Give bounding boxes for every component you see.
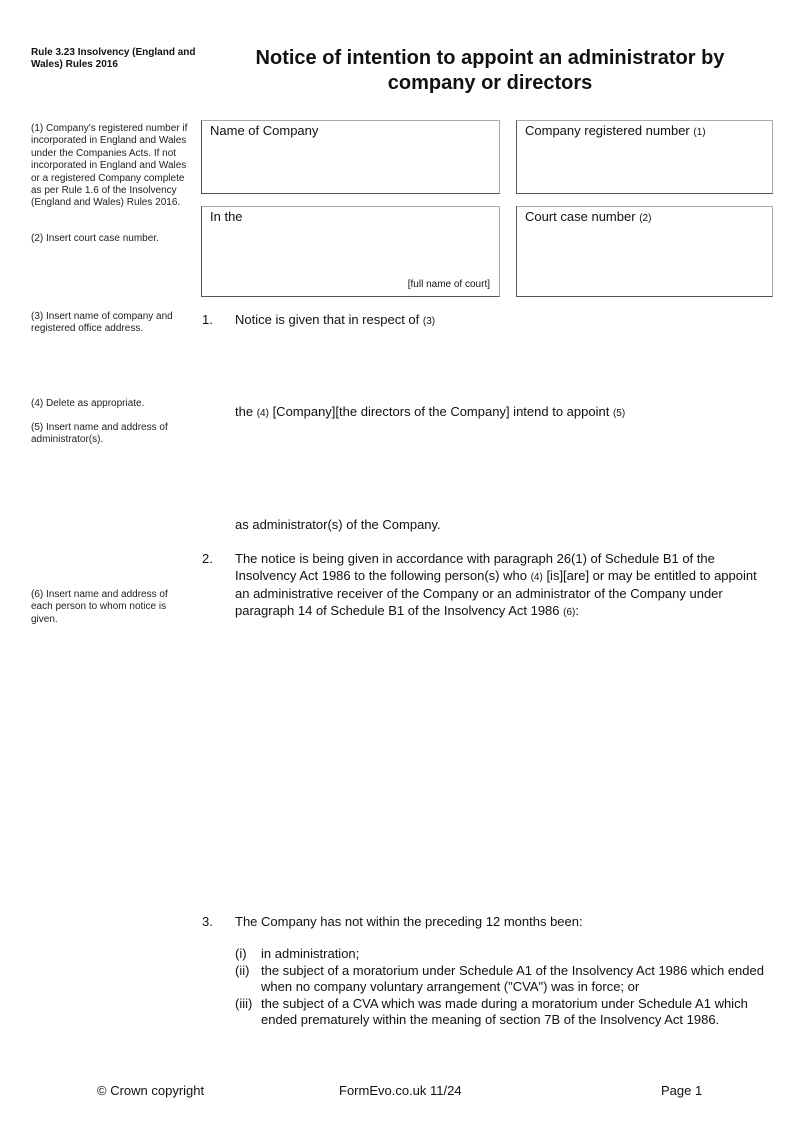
footer-source: FormEvo.co.uk 11/24	[339, 1083, 462, 1098]
section-2-text	[235, 551, 770, 621]
appoint-line-ref4: (4)	[256, 408, 269, 419]
side-note-2: (2) Insert court case number.	[31, 233, 159, 244]
section-1-appoint-line	[235, 404, 625, 423]
list-item-mark: (i)	[235, 946, 247, 961]
company-name-field[interactable]	[201, 120, 500, 194]
court-name-field[interactable]	[201, 206, 500, 297]
section-1-ref: (3)	[422, 316, 436, 327]
section-2-text-b: [is][are] or may be entitled to appoint an administrative receiver of the Company or an administrator of the Company under paragraph 14 of Schedule B1 of the Insolvency Act 1986	[235, 567, 757, 618]
list-item-text: in administration;	[261, 946, 360, 961]
rule-reference: Rule 3.23 Insolvency (England and Wales) Rules 2016	[31, 47, 196, 70]
case-number-ref: (2)	[639, 213, 652, 224]
section-2-number: 2.	[202, 551, 213, 566]
section-2-text-a: The notice is being given in accordance with paragraph 26(1) of Schedule B1 of the Insolvency Act 1986 to the following person(s) who	[235, 551, 715, 583]
list-item	[235, 996, 775, 1029]
list-item-text: the subject of a CVA which was made during a moratorium under Schedule A1 which ended prematurely within the meaning of section 7B of the Insolvency Act 1986.	[261, 995, 748, 1027]
list-item-mark: (iii)	[235, 995, 253, 1011]
section-3-number: 3.	[202, 914, 213, 929]
list-item	[235, 963, 775, 996]
page-title: Notice of intention to appoint an administrator by company or directors	[255, 47, 725, 94]
section-1-lead: Notice is given that in respect of	[235, 312, 420, 327]
notice-recipients-input-area[interactable]	[235, 625, 773, 900]
registered-number-ref: (1)	[693, 127, 706, 138]
case-number-label-text: Court case number	[525, 209, 636, 224]
side-note-4: (4) Delete as appropriate.	[31, 398, 145, 409]
case-number-field[interactable]	[516, 206, 773, 297]
section-2-ref4: (4)	[530, 571, 543, 583]
court-hint: [full name of court]	[407, 279, 490, 290]
section-1-closing: as administrator(s) of the Company.	[235, 517, 441, 532]
administrator-details-input-area[interactable]	[235, 424, 773, 510]
case-number-label	[525, 209, 651, 224]
registered-number-field[interactable]	[516, 120, 773, 194]
list-item-text: the subject of a moratorium under Schedule A1 of the Insolvency Act 1986 which ended when no company voluntary arrangement ("CVA") was in force; or	[261, 962, 764, 994]
section-3-list	[235, 946, 775, 1029]
footer-page-number: Page 1	[661, 1083, 703, 1098]
section-2-colon: :	[575, 602, 579, 618]
side-note-5: (5) Insert name and address of administrator(s).	[31, 422, 168, 446]
registered-number-label-text: Company registered number	[525, 123, 690, 138]
side-note-6: (6) Insert name and address of each person to whom notice is given.	[31, 589, 168, 625]
court-label: In the	[210, 209, 243, 224]
side-note-3: (3) Insert name of company and registered office address.	[31, 311, 173, 335]
footer-copyright: © Crown copyright	[97, 1083, 205, 1098]
company-details-input-area[interactable]	[235, 332, 773, 392]
side-note-1: (1) Company's registered number if incorporated in England and Wales under the Companies Acts. If not incorporated in England and Wales or a registered Company complete as per Rule 1.6 of the Insolvency (England and Wales) Rules 2016.	[31, 123, 188, 209]
list-item	[235, 946, 775, 963]
appoint-line-ref5: (5)	[612, 408, 626, 419]
section-3-text: The Company has not within the preceding 12 months been:	[235, 914, 583, 929]
section-1-text	[235, 312, 435, 331]
appoint-line-text: [Company][the directors of the Company] intend to appoint	[272, 404, 610, 419]
registered-number-label	[525, 123, 706, 138]
list-item-mark: (ii)	[235, 962, 250, 978]
section-1-number: 1.	[202, 312, 213, 327]
company-name-label: Name of Company	[210, 123, 319, 138]
appoint-line-pre: the	[235, 404, 254, 419]
section-2-ref6: (6)	[563, 606, 576, 618]
